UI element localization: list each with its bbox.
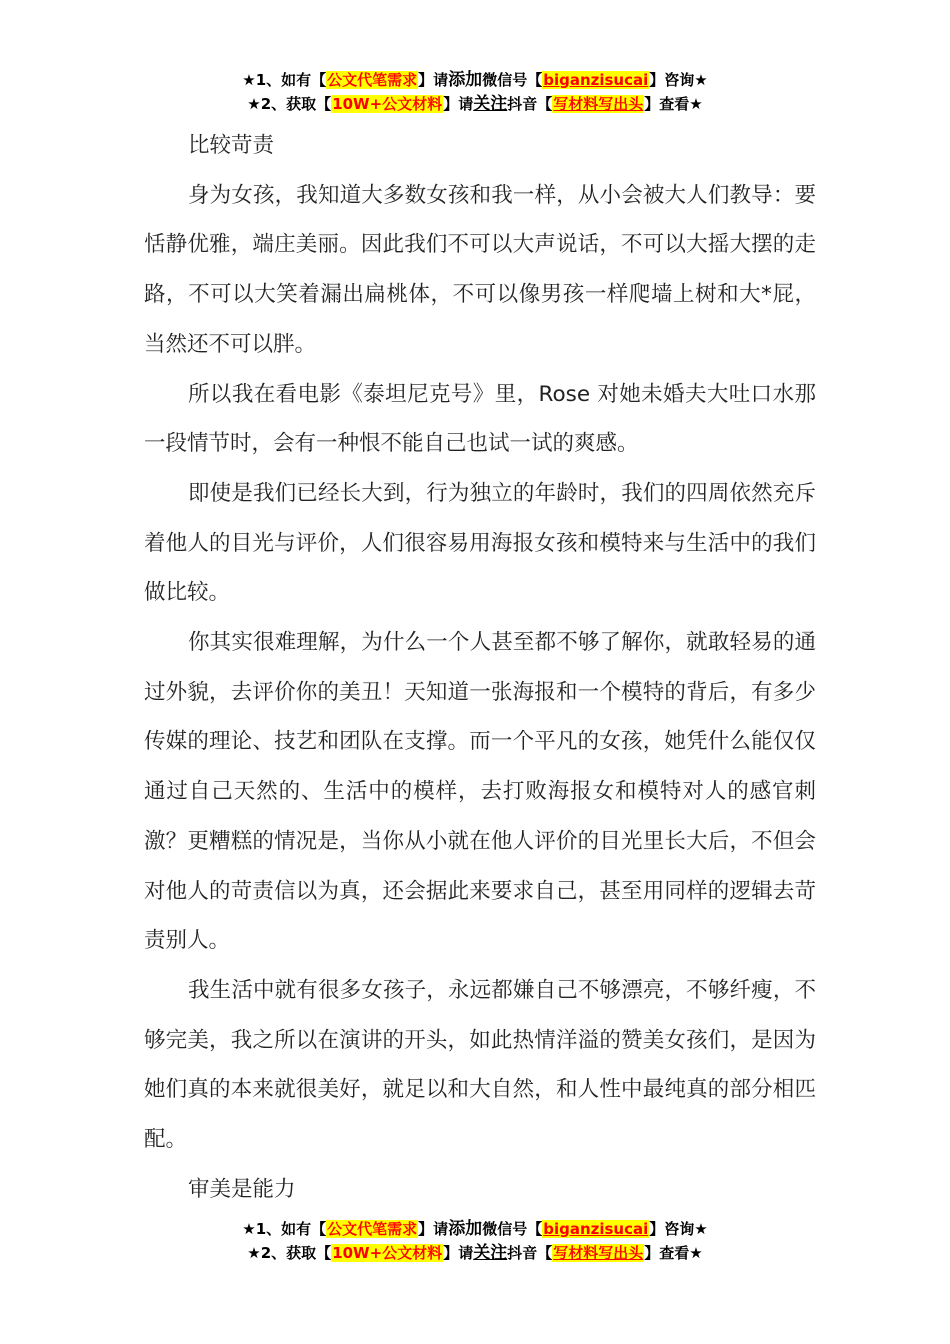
banner-highlight: 写材料写出头 [553, 1244, 644, 1262]
banner-text: 】咨询★ [649, 1220, 708, 1238]
banner-text: 】咨询★ [649, 71, 708, 89]
banner-emphasis: 关注 [473, 94, 508, 114]
banner-highlight: 10W+公文材料 [332, 95, 443, 113]
banner-text: 抖音【 [507, 1244, 553, 1262]
banner-wechat-id: biganzisucai [543, 71, 649, 89]
section-heading: 审美是能力 [188, 1176, 296, 1202]
paragraph: 所以我在看电影《泰坦尼克号》里，Rose 对她未婚夫大吐口水那一段情节时，会有一种恨不能自己也试一试的爽感。 [144, 381, 816, 457]
section-heading: 比较苛责 [188, 133, 275, 158]
banner-text: 抖音【 [507, 95, 553, 113]
banner-line-2 [0, 1241, 950, 1265]
banner-text: ★2、获取【 [247, 1244, 332, 1262]
paragraph: 你其实很难理解，为什么一个人甚至都不够了解你，就敢轻易的通过外貌，去评价你的美丑！天知道一张海报和一个模特的背后，有多少传媒的理论、技艺和团队在支撑。而一个平凡的女孩，她凭什么能仅仅通过自己天然的、生活中的模样，去打败海报女和模特对人的感官刺激？更糟糕的情况是，当你从小就在他人评价的目光里长大后，不但会对他人的苛责信以为真，还会据此来要求自己，甚至用同样的逻辑去苛责别人。 [144, 630, 816, 954]
paragraph: 我生活中就有很多女孩子，永远都嫌自己不够漂亮，不够纤瘦，不够完美，我之所以在演讲的开头，如此热情洋溢的赞美女孩们，是因为她们真的本来就很美好，就足以和大自然，和人性中最纯真的部分相匹配。 [144, 977, 816, 1153]
banner-highlight: 公文代笔需求 [327, 71, 418, 89]
banner-line-1 [0, 1217, 950, 1241]
banner-text: 】查看★ [644, 1244, 703, 1262]
banner-text: 微信号【 [482, 1220, 543, 1238]
banner-text: ★1、如有【 [242, 1220, 327, 1238]
paragraph: 即使是我们已经长大到，行为独立的年龄时，我们的四周依然充斥着他人的目光与评价，人们很容易用海报女孩和模特来与生活中的我们做比较。 [144, 480, 816, 606]
banner-text: 】查看★ [644, 95, 703, 113]
banner-emphasis: 添加 [448, 70, 483, 90]
banner-text: 微信号【 [482, 71, 543, 89]
banner-emphasis: 添加 [448, 1219, 483, 1239]
banner-text: 】请 [418, 1220, 449, 1238]
document-body [144, 121, 816, 1214]
banner-highlight: 公文代笔需求 [327, 1220, 418, 1238]
banner-text: ★2、获取【 [247, 95, 332, 113]
banner-wechat-id: biganzisucai [543, 1220, 649, 1238]
footer-banner [0, 1217, 950, 1265]
banner-text: 】请 [418, 71, 449, 89]
banner-text: ★1、如有【 [242, 71, 327, 89]
banner-line-2 [0, 92, 950, 116]
banner-emphasis: 关注 [473, 1243, 508, 1263]
banner-text: 】请 [443, 1244, 474, 1262]
banner-highlight: 写材料写出头 [553, 95, 644, 113]
banner-highlight: 10W+公文材料 [332, 1244, 443, 1262]
banner-text: 】请 [443, 95, 474, 113]
header-banner [0, 68, 950, 116]
paragraph: 身为女孩，我知道大多数女孩和我一样，从小会被大人们教导：要恬静优雅，端庄美丽。因此我们不可以大声说话，不可以大摇大摆的走路，不可以大笑着漏出扁桃体，不可以像男孩一样爬墙上树和大*屁，当然还不可以胖。 [144, 182, 816, 357]
banner-line-1 [0, 68, 950, 92]
